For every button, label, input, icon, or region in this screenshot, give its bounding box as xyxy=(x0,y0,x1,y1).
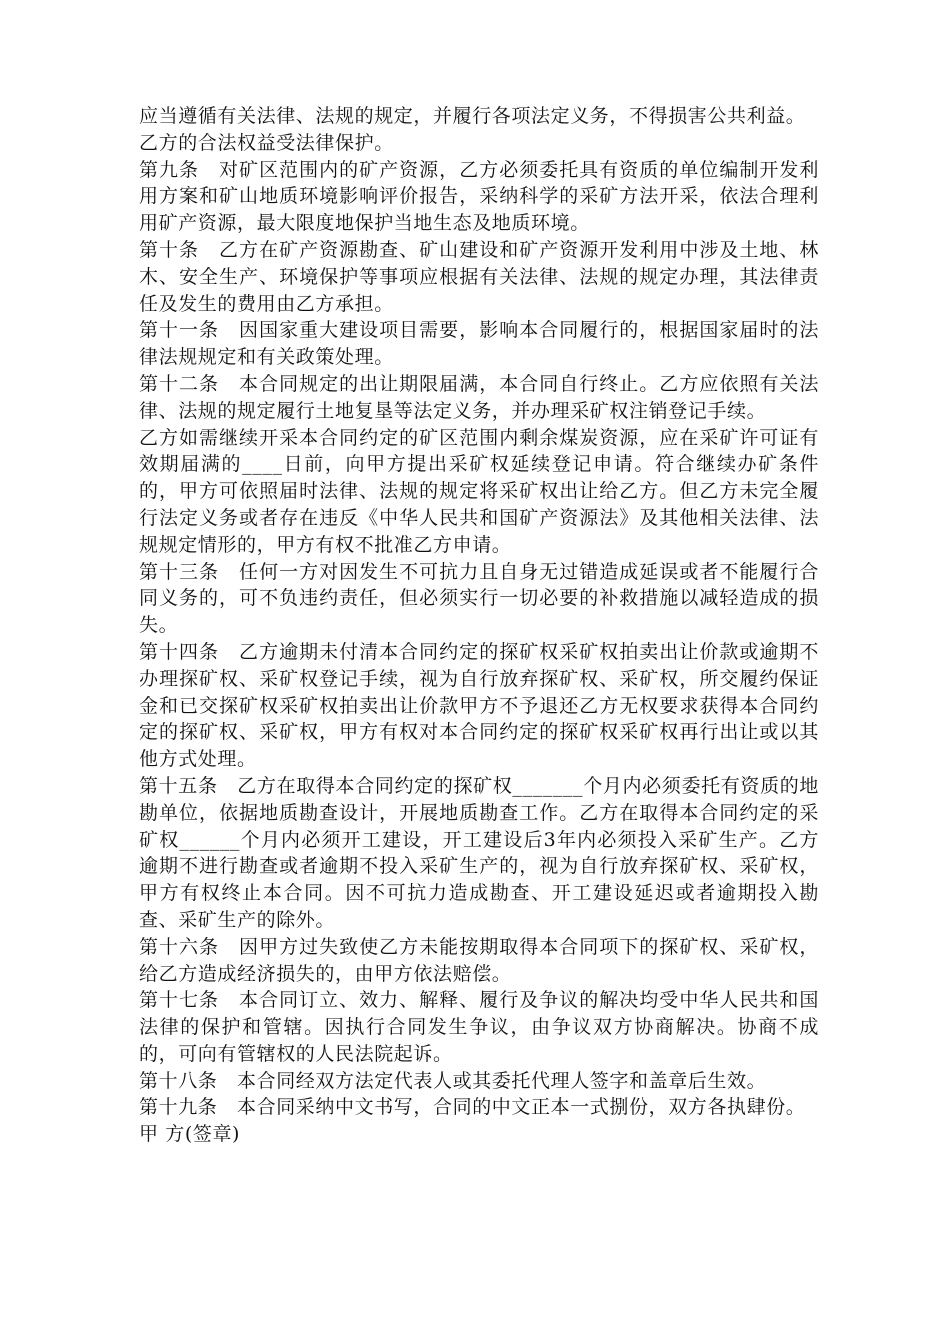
article-18: 第十八条 本合同经双方法定代表人或其委托代理人签字和盖章后生效。 xyxy=(139,1069,767,1092)
paragraph-legal-rights: 乙方的合法权益受法律保护。 xyxy=(139,131,394,154)
article-17: 第十七条 本合同订立、效力、解释、履行及争议的解决均受中华人民共和国法律的保护和管辖。因执行合同发生争议，由争议双方协商解决。协商不成的，可向有管辖权的人民法院起诉。 xyxy=(139,989,819,1065)
article-10: 第十条 乙方在矿产资源勘查、矿山建设和矿产资源开发利用中涉及土地、林木、安全生产、环境保护等事项应根据有关法律、法规的规定办理，其法律责任及发生的费用由乙方承担。 xyxy=(139,238,819,315)
article-19: 第十九条 本合同采纳中文书写，合同的中文正本一式捌份，双方各执肆份。 xyxy=(139,1096,806,1119)
document-body xyxy=(139,103,819,1148)
article-9: 第九条 对矿区范围内的矿产资源，乙方必须委托具有资质的单位编制开发利用方案和矿山地质环境影响评价报告，采纳科学的采矿方法开采，依法合理利用矿产资源，最大限度地保护当地生态及地质环境。 xyxy=(139,158,819,235)
paragraph-public-interest: 应当遵循有关法律、法规的规定，并履行各项法定义务，不得损害公共利益。 xyxy=(139,105,806,127)
article-12: 第十二条 本合同规定的出让期限届满，本合同自行终止。乙方应依照有关法律、法规的规定履行土地复垦等法定义务，并办理采矿权注销登记手续。 xyxy=(139,372,819,422)
article-14: 第十四条 乙方逾期未付清本合同约定的探矿权采矿权拍卖出让价款或逾期不办理探矿权、采矿权登记手续，视为自行放弃探矿权、采矿权，所交履约保证金和已交探矿权采矿权拍卖出让价款甲方不予退还乙方无权要求获得本合同约定的探矿权、采矿权，甲方有权对本合同约定的探矿权采矿权再行出让或以其他方式处理。 xyxy=(139,640,819,771)
article-15: 第十五条 乙方在取得本合同约定的探矿权_______个月内必须委托有资质的地勘单位，依据地质勘查设计，开展地质勘查工作。乙方在取得本合同约定的采矿权______个月内必须开工建设，开工建设后3年内必须投入采矿生产。乙方逾期不进行勘查或者逾期不投入采矿生产的，视为自行放弃探矿权、采矿权，甲方有权终止本合同。因不可抗力造成勘查、开工建设延迟或者逾期投入勘查、采矿生产的除外。 xyxy=(139,774,819,931)
article-13: 第十三条 任何一方对因发生不可抗力且自身无过错造成延误或者不能履行合同义务的，可不负违约责任，但必须实行一切必要的补救措施以减轻造成的损失。 xyxy=(139,560,819,637)
article-11: 第十一条 因国家重大建设项目需要，影响本合同履行的，根据国家届时的法律法规规定和有关政策处理。 xyxy=(139,319,819,369)
party-a-signature: 甲 方(签章) xyxy=(139,1123,241,1146)
paragraph-extension: 乙方如需继续开采本合同约定的矿区范围内剩余煤炭资源，应在采矿许可证有效期届满的____日前，向甲方提出采矿权延续登记申请。符合继续办矿条件的，甲方可依照届时法律、法规的规定将采矿权出让给乙方。但乙方未完全履行法定义务或者存在违反《中华人民共和国矿产资源法》及其他相关法律、法规规定情形的，甲方有权不批准乙方申请。 xyxy=(139,426,819,556)
article-16: 第十六条 因甲方过失致使乙方未能按期取得本合同项下的探矿权、采矿权，给乙方造成经济损失的，由甲方依法赔偿。 xyxy=(139,935,819,985)
